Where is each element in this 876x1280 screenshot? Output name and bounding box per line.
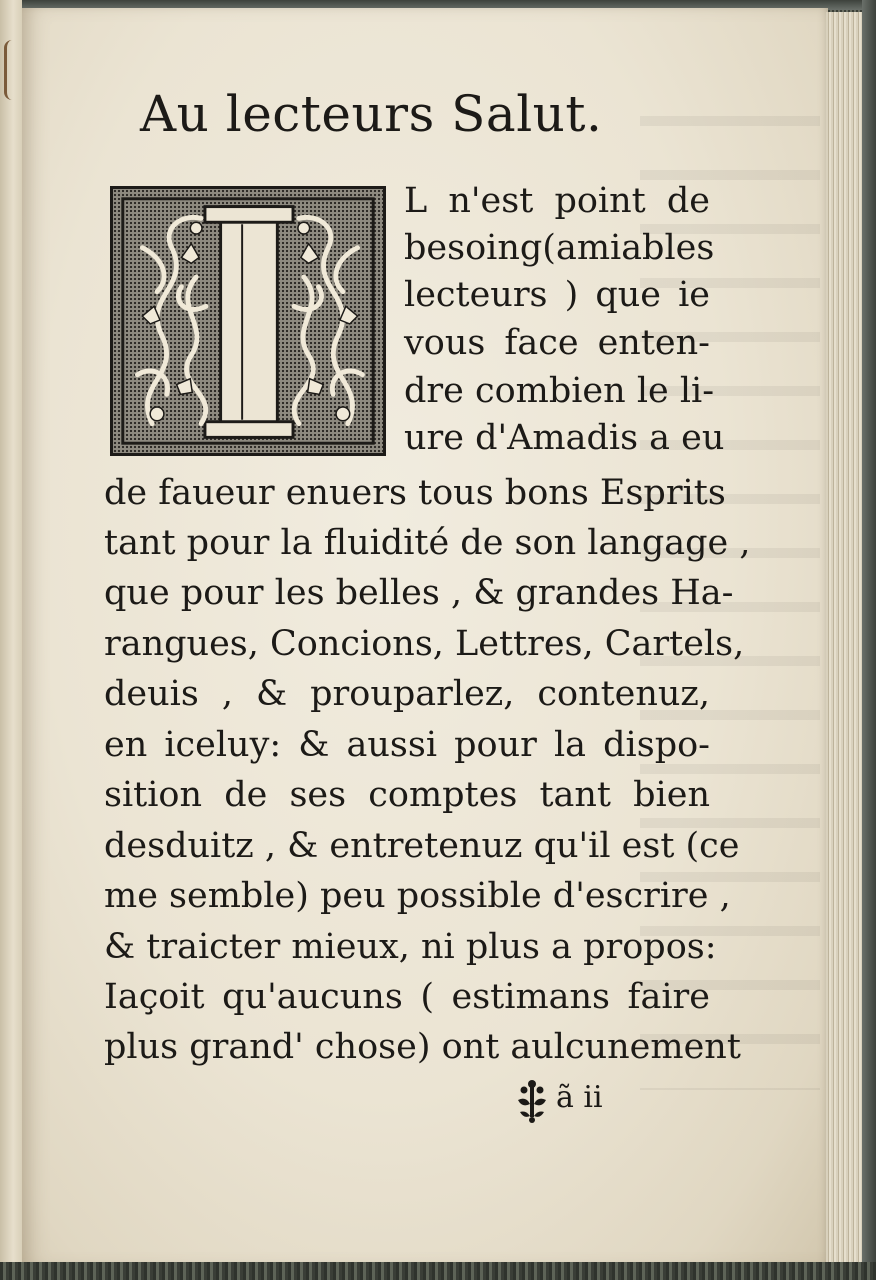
page-edges	[826, 12, 865, 1262]
text-line: plus grand' chose) ont aulcunement	[104, 1027, 741, 1067]
text-line: ure d'Amadis a eu	[404, 418, 725, 458]
decorated-initial-svg	[113, 189, 383, 453]
cover-right-edge	[862, 0, 876, 1280]
text-line: sition de ses comptes tant bien	[104, 775, 710, 815]
binding-left	[0, 0, 22, 1280]
text-line: lecteurs ) que ie	[404, 275, 710, 315]
text-line: besoing(amiables	[404, 228, 715, 268]
text-line: tant pour la fluidité de son langage ,	[104, 523, 751, 563]
decorated-initial-I-icon	[110, 186, 386, 456]
text-line: L n'est point de	[404, 181, 710, 221]
fleuron-icon	[514, 1078, 550, 1124]
text-line: vous face enten-	[404, 323, 710, 363]
text-line: que pour les belles , & grandes Ha-	[104, 573, 734, 613]
text-line: desduitz , & entretenuz qu'il est (ce	[104, 826, 740, 866]
text-line: deuis , & prouparlez, contenuz,	[104, 674, 710, 714]
text-line: en iceluy: & aussi pour la dispo-	[104, 725, 710, 765]
text-line: rangues, Concions, Lettres, Cartels,	[104, 624, 745, 664]
text-line: Iaçoit qu'aucuns ( estimans faire	[104, 977, 710, 1017]
text-line: de faueur enuers tous bons Esprits	[104, 473, 726, 513]
binding-thread	[4, 40, 21, 100]
text-line: & traicter mieux, ni plus a propos:	[104, 927, 717, 967]
page-title: Au lecteurs Salut.	[140, 85, 603, 143]
signature-mark: ã ii	[556, 1080, 603, 1115]
text-line: me semble) peu possible d'escrire ,	[104, 876, 731, 916]
cover-bottom-edge	[0, 1262, 876, 1280]
text-line: dre combien le li-	[404, 371, 715, 411]
